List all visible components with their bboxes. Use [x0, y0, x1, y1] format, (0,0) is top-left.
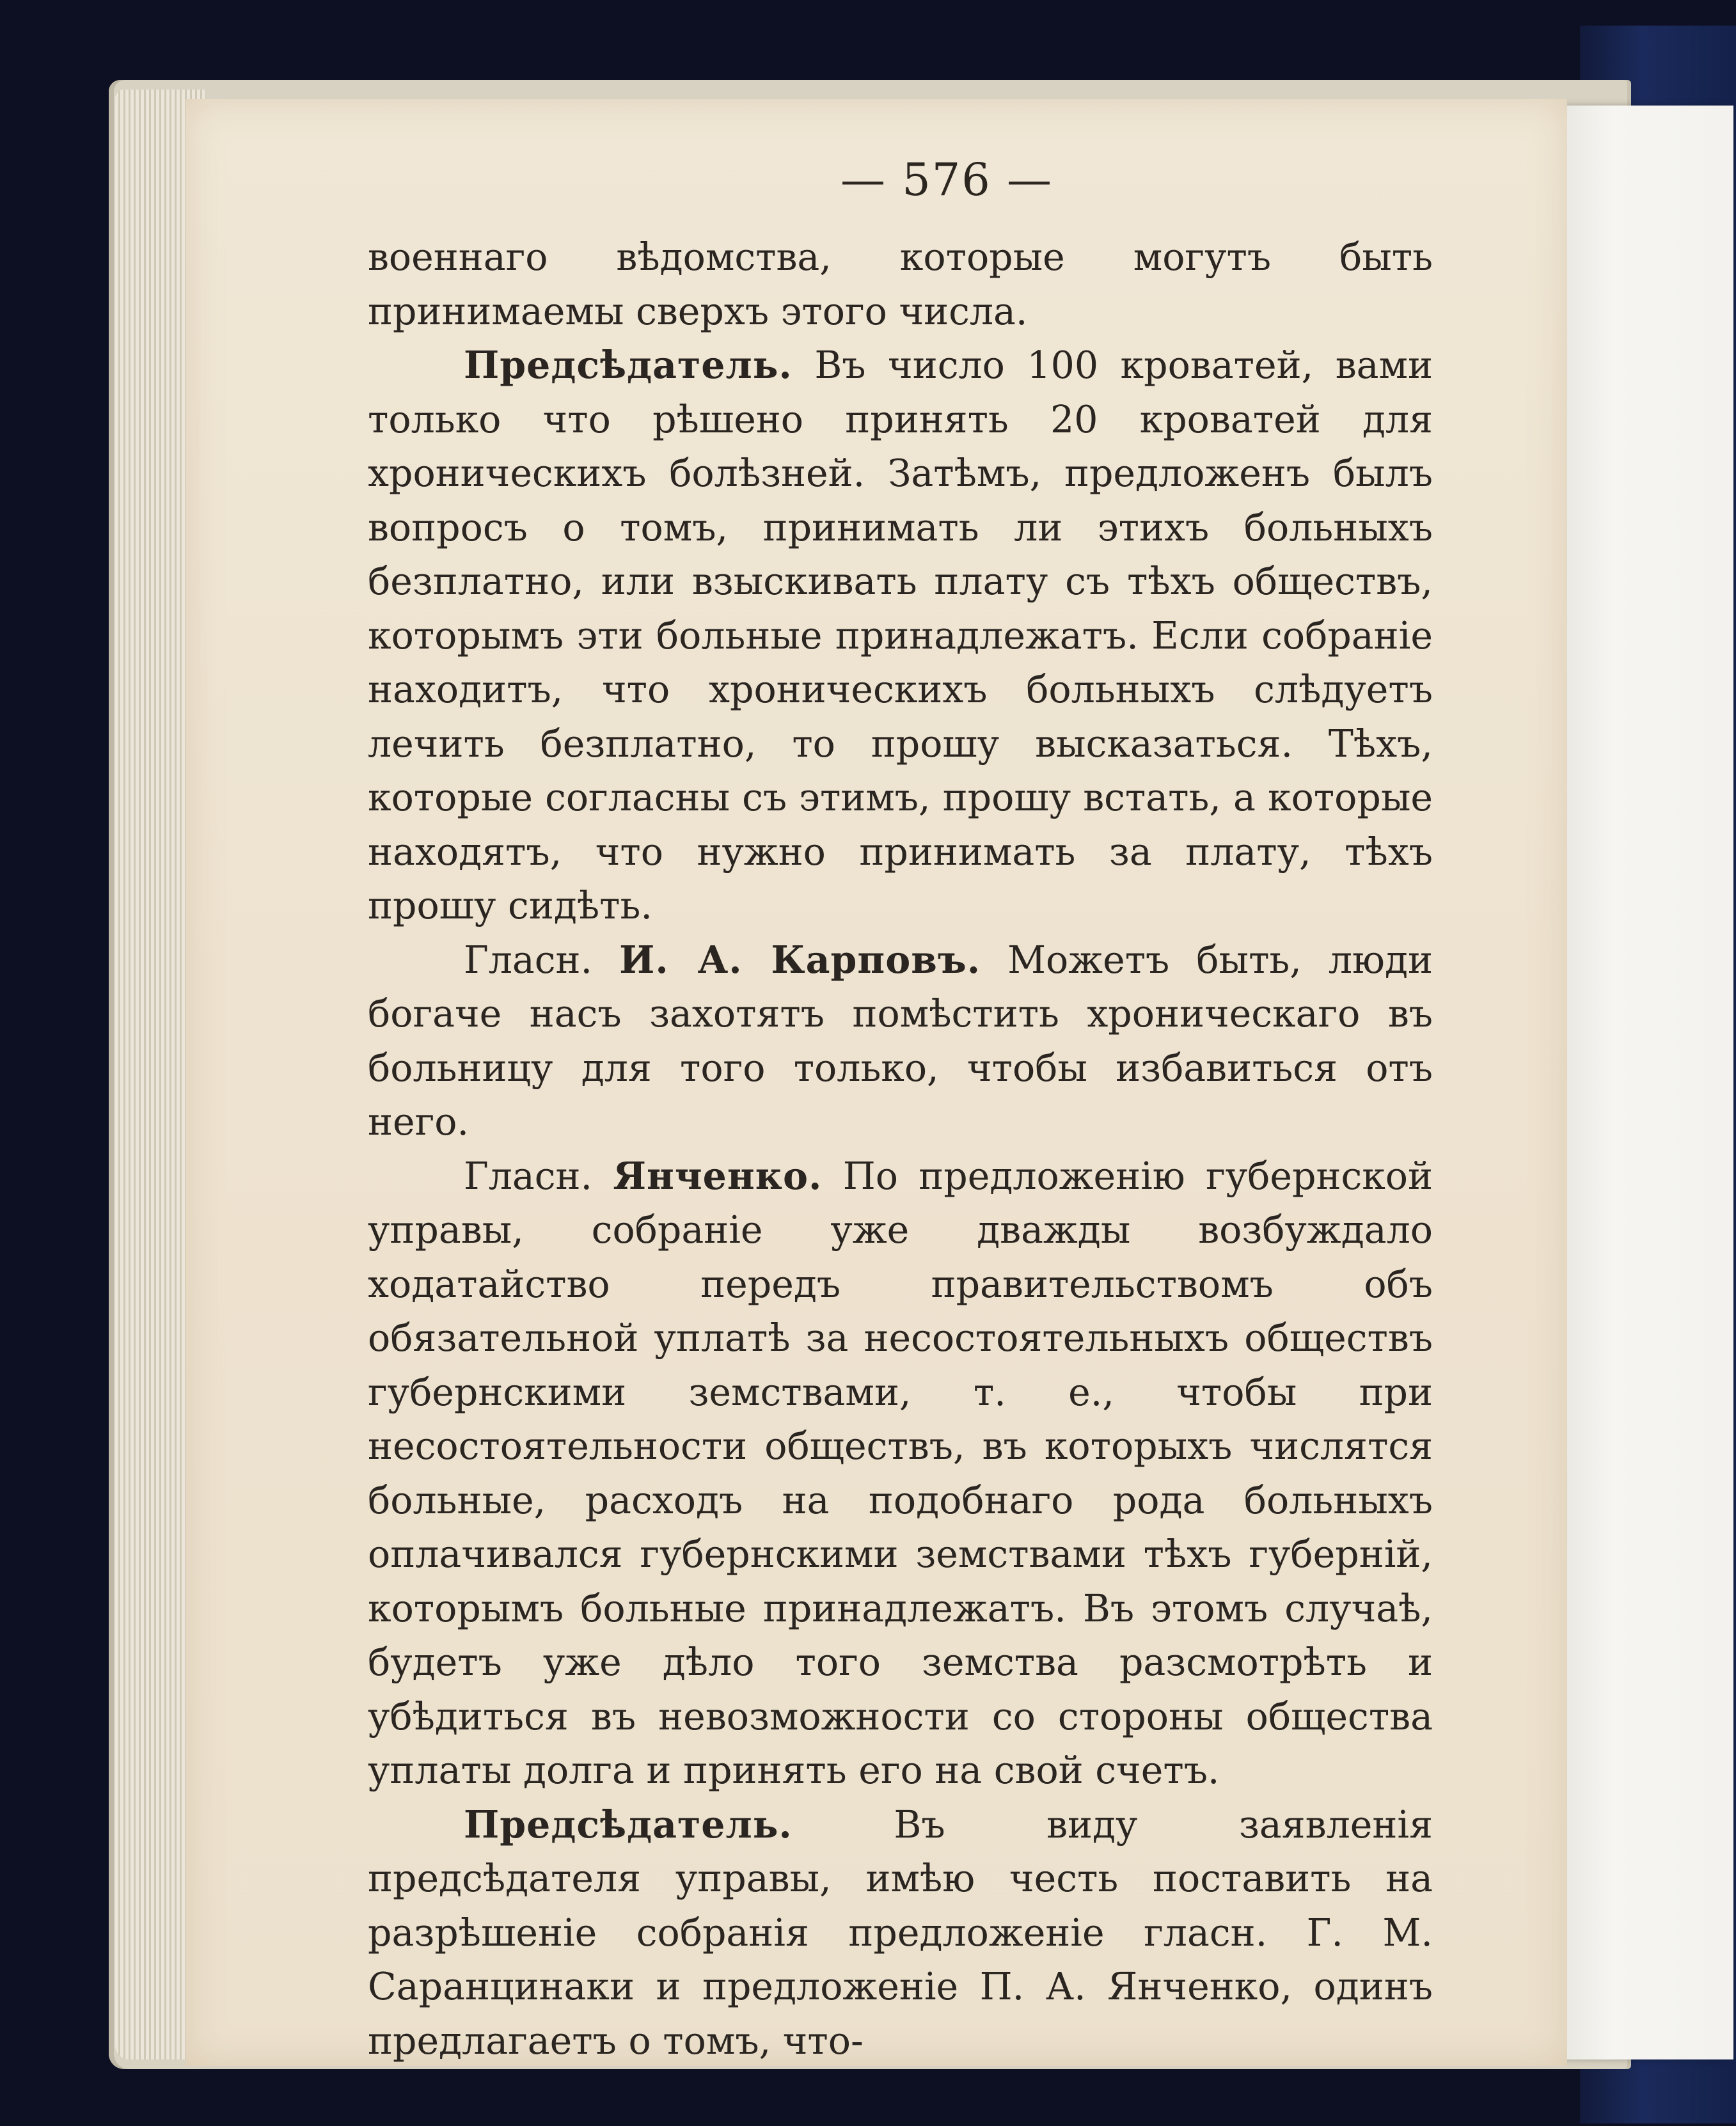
- speaker-name: Предсѣдатель.: [464, 343, 793, 387]
- paragraph-3: [368, 933, 1433, 1149]
- speaker-prefix: Гласн.: [464, 1154, 613, 1198]
- paragraph-text: По предложенію губернской управы, собраніе уже дважды возбуждало ходатайство передъ правительствомъ объ обязательной уплатѣ за несостоятельныхъ обществъ губернскими земствами, т. е., чтобы при несостоятельности обществъ, въ которыхъ числятся больные, расходъ на подобнаго рода больныхъ оплачивался губернскими земствами тѣхъ губерній, которымъ больные принадлежатъ. Въ этомъ случаѣ, будетъ уже дѣло того земства разсмотрѣть и убѣдиться въ невозможности со стороны общества уплаты долга и принять его на свой счетъ.: [368, 1154, 1433, 1792]
- paragraph-1: [368, 230, 1433, 338]
- speaker-prefix: Гласн.: [464, 938, 620, 982]
- paragraph-text: Въ число 100 кроватей, вами только что рѣшено принять 20 кроватей для хроническихъ болѣзней. Затѣмъ, предложенъ былъ вопросъ о томъ, принимать ли этихъ больныхъ безплатно, или взыскивать плату съ тѣхъ обществъ, которымъ эти больные принадлежатъ. Если собраніе находитъ, что хроническихъ больныхъ слѣдуетъ лечить безплатно, то прошу высказаться. Тѣхъ, которые согласны съ этимъ, прошу встать, а которые находятъ, что нужно принимать за плату, тѣхъ прошу сидѣть.: [368, 343, 1433, 927]
- speaker-name: Предсѣдатель.: [464, 1802, 793, 1846]
- page-text: [368, 230, 1433, 2068]
- paragraph-text: Въ виду заявленія предсѣдателя управы, имѣю честь поставить на разрѣшеніе собранія предложеніе гласн. Г. М. Саранцинаки и предложеніе П. А. Янченко, одинъ предлагаетъ о томъ, что-: [368, 1802, 1433, 2063]
- facing-page: [1561, 106, 1733, 2059]
- speaker-name: И. А. Карповъ.: [619, 937, 981, 982]
- paragraph-2: [368, 338, 1433, 933]
- paragraph-5: [368, 1798, 1433, 2068]
- page-number: — 576 —: [840, 154, 1053, 206]
- paragraph-4: [368, 1149, 1433, 1798]
- paragraph-text: Можетъ быть, люди богаче насъ захотятъ помѣстить хроническаго въ больницу для того только, чтобы избавиться отъ него.: [368, 938, 1433, 1144]
- speaker-name: Янченко.: [613, 1153, 823, 1198]
- paragraph-text: военнаго вѣдомства, которые могутъ быть принимаемы сверхъ этого числа.: [368, 235, 1433, 333]
